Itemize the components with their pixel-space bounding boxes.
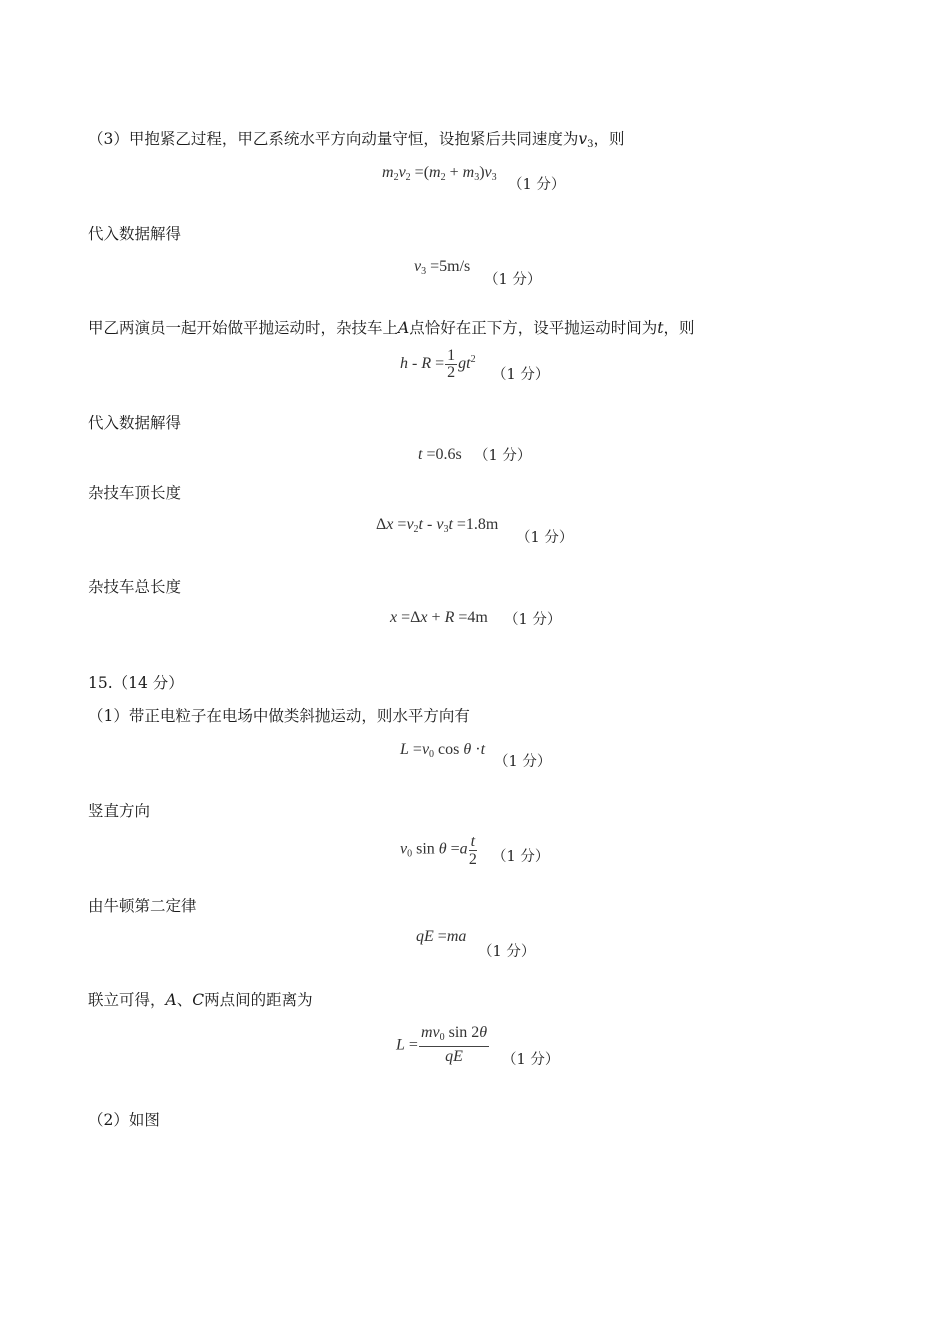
score-mark: （1 分） (502, 1052, 560, 1068)
q15-combine-text: 联立可得，A、C两点间的距离为 (88, 991, 313, 1009)
score-mark: （1 分） (516, 530, 574, 546)
s3-total-length: 杂技车总长度 (88, 578, 182, 596)
fraction: $\frac{t}{2}$ (468, 833, 477, 868)
q15-part1-text: （1）带正电粒子在电场中做类斜抛运动，则水平方向有 (88, 707, 470, 725)
q15-newton-text: 由牛顿第二定律 (88, 897, 197, 915)
equation-vertical: $v_0$ $\sin \theta =a\frac{t}{2}$ (400, 833, 477, 868)
equation-horizontal: $L =v_0$ cos θ ·t (400, 741, 486, 760)
equation-momentum: $m_2v_2 =(m_2 + m_3)v_3$ (382, 164, 497, 183)
s3-intro: （3）甲抱紧乙过程，甲乙系统水平方向动量守恒，设抱紧后共同速度为$v_3$，则 (88, 130, 625, 150)
score-mark: （1 分） (492, 367, 550, 383)
s3-projectile-text: 甲乙两演员一起开始做平抛运动时，杂技车上A点恰好在正下方，设平抛运动时间为t，则 (88, 319, 695, 337)
q15-part2-text: （2）如图 (88, 1111, 160, 1129)
score-mark: （1 分） (474, 448, 532, 464)
score-mark: （1 分） (504, 612, 562, 628)
equation-time: t =0.6s (418, 446, 462, 463)
score-mark: （1 分） (494, 754, 552, 770)
score-mark: （1 分） (478, 944, 536, 960)
fraction: $\frac{1}{2}$ (447, 347, 456, 381)
equation-total: x =Δx + R =4m (390, 609, 488, 626)
q15-title: 15.（14 分） (88, 674, 184, 692)
equation-roof: $\Delta x =v_2t - v_3t =1.8m$ (376, 516, 499, 535)
q15-vertical-text: 竖直方向 (88, 802, 151, 820)
s3-roof-length: 杂技车顶长度 (88, 484, 182, 502)
score-mark: （1 分） (484, 272, 542, 288)
equation-v3: $v_3 =5m/s$ (414, 258, 471, 277)
equation-distance: L = $\frac{mv_0 \sin 2\theta}{qE}$ (396, 1024, 488, 1065)
s3-substitute-2: 代入数据解得 (88, 414, 182, 432)
equation-newton: qE =ma (416, 928, 467, 945)
score-mark: （1 分） (508, 177, 566, 193)
s3-substitute-1: 代入数据解得 (88, 225, 182, 243)
score-mark: （1 分） (492, 849, 550, 865)
fraction: $\frac{mv_0 \sin 2\theta}{qE}$ (420, 1024, 488, 1065)
equation-fall: h - R = $\frac{1}{2}$ $gt^2$ (400, 347, 476, 381)
